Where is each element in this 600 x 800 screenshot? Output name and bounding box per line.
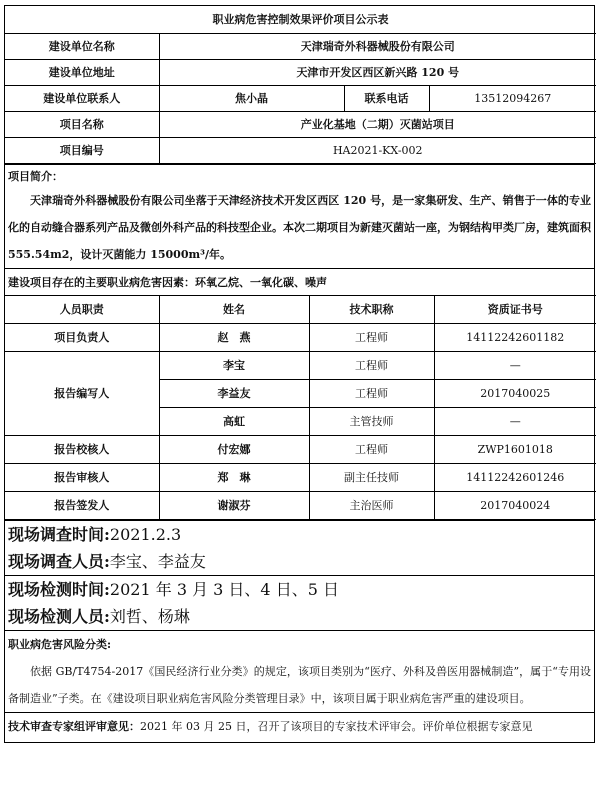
unit-address-value: 天津市开发区西区新兴路 120 号	[159, 59, 596, 85]
staff-table	[5, 295, 596, 520]
table-row-cert: 14112242601182	[434, 323, 596, 351]
unit-address-label: 建设单位地址	[5, 59, 159, 85]
survey-time-row	[5, 521, 594, 548]
survey-staff-row	[5, 548, 594, 575]
table-row-title: 工程师	[309, 435, 434, 463]
table-row-name: 李益友	[159, 379, 309, 407]
intro-text: 天津瑞奇外科器械股份有限公司坐落于天津经济技术开发区西区 120 号，是一家集研发、生产、销售于一体的专业化的自动缝合器系列产品及微创外科产品的科技型企业。本次二期项目为新建灭菌站一座，为钢结构甲类厂房，建筑面积 555.54m2，设计灭菌能力 15000m³/年。	[8, 193, 591, 261]
hazard-label: 建设项目存在的主要职业病危害因素：	[8, 275, 195, 289]
header-cert: 资质证书号	[434, 295, 596, 323]
testing-staff-row	[5, 603, 594, 630]
table-row-name: 付宏娜	[159, 435, 309, 463]
header-name: 姓名	[159, 295, 309, 323]
project-name-label: 项目名称	[5, 111, 159, 137]
testing-staff-label: 现场检测人员:	[8, 606, 110, 626]
table-row-cert: 2017040024	[434, 491, 596, 519]
table-row-name: 赵 燕	[159, 323, 309, 351]
intro-heading: 项目简介：	[8, 169, 63, 183]
unit-name-value: 天津瑞奇外科器械股份有限公司	[159, 33, 596, 59]
table-row-role: 报告签发人	[5, 491, 159, 519]
table-row-title: 工程师	[309, 351, 434, 379]
survey-staff-label: 现场调查人员:	[8, 551, 110, 571]
table-row-title: 副主任技师	[309, 463, 434, 491]
table-row-name: 郑 琳	[159, 463, 309, 491]
review-text: 2021 年 03 月 25 日，召开了该项目的专家技术评审会。评价单位根据专家意见	[140, 719, 533, 733]
table-row-name: 李宝	[159, 351, 309, 379]
survey-time-value: 2021.2.3	[109, 524, 182, 544]
table-row-name: 高虹	[159, 407, 309, 435]
risk-classification	[5, 630, 594, 712]
table-row-role: 项目负责人	[5, 323, 159, 351]
table-row-cert: —	[434, 407, 596, 435]
table-row-title: 主管技师	[309, 407, 434, 435]
table-row-cert: 14112242601246	[434, 463, 596, 491]
site-survey	[5, 520, 594, 575]
unit-name-label: 建设单位名称	[5, 33, 159, 59]
phone-value: 13512094267	[429, 85, 596, 111]
table-row-cert: ZWP1601018	[434, 435, 596, 463]
hazard-value: 环氧乙烷、一氧化碳、噪声	[195, 275, 327, 289]
table-row-cert: 2017040025	[434, 379, 596, 407]
project-intro	[5, 164, 594, 268]
publicity-form	[4, 5, 595, 743]
site-testing	[5, 575, 594, 630]
expert-review	[5, 712, 594, 742]
header-role: 人员职责	[5, 295, 159, 323]
project-no-label: 项目编号	[5, 137, 159, 163]
header-title: 技术职称	[309, 295, 434, 323]
risk-text: 依据 GB/T4754-2017《国民经济行业分类》的规定，该项目类别为“医疗、外科及兽医用器械制造”，属于“专用设备制造业”子类。在《建设项目职业病危害风险分类管理目录》中，该项目属于职业病危害严重的建设项目。	[8, 664, 591, 705]
review-label: 技术审查专家组评审意见：	[8, 719, 140, 733]
table-row-name: 谢淑芬	[159, 491, 309, 519]
table-row-role: 报告校核人	[5, 435, 159, 463]
phone-label: 联系电话	[344, 85, 429, 111]
testing-time-value: 2021 年 3 月 3 日、4 日、5 日	[109, 579, 339, 599]
risk-heading: 职业病危害风险分类:	[8, 637, 112, 651]
table-row-role: 报告审核人	[5, 463, 159, 491]
survey-staff-value: 李宝、李益友	[109, 551, 206, 571]
table-row-role: 报告编写人	[5, 351, 159, 435]
testing-time-row	[5, 576, 594, 603]
survey-time-label: 现场调查时间:	[8, 524, 110, 544]
table-row-cert: —	[434, 351, 596, 379]
project-no-value: HA2021-KX-002	[159, 137, 596, 163]
project-name-value: 产业化基地（二期）灭菌站项目	[159, 111, 596, 137]
info-table	[5, 6, 596, 164]
contact-value: 焦小晶	[159, 85, 344, 111]
testing-time-label: 现场检测时间:	[8, 579, 110, 599]
testing-staff-value: 刘哲、杨琳	[109, 606, 190, 626]
contact-label: 建设单位联系人	[5, 85, 159, 111]
form-title: 职业病危害控制效果评价项目公示表	[5, 6, 596, 33]
table-row-title: 工程师	[309, 323, 434, 351]
table-row-title: 主治医师	[309, 491, 434, 519]
table-row-title: 工程师	[309, 379, 434, 407]
hazard-factors	[5, 268, 594, 295]
